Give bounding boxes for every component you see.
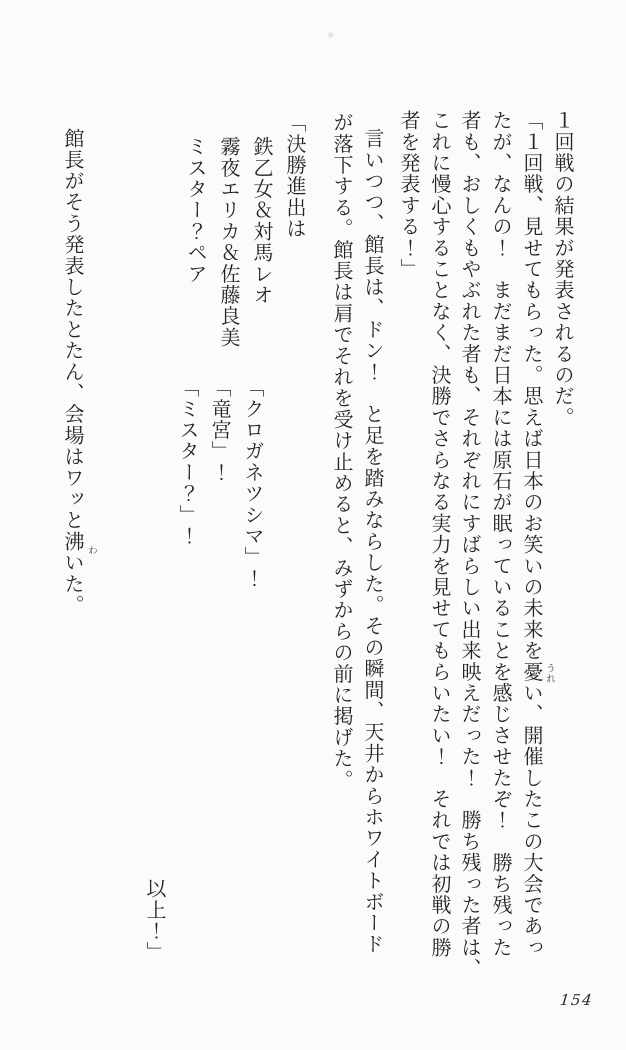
board-pair-1: 鉄乙女＆対馬レオ [250,136,274,306]
board-team-3: 「ミスター？」！ [176,377,200,547]
kancho-speech-line-5: 者を発表する！」 [397,110,421,280]
narration-whiteboard-line-2: が落下する。館長は肩でそれを受け止めると、みずからの前に掲げた。 [330,112,354,791]
scan-smudge [328,33,333,37]
board-team-1: 「クロガネツシマ」！ [241,377,265,589]
page-number: 154 [559,991,595,1009]
board-pair-2: 霧夜エリカ＆佐藤良美 [217,136,241,348]
board-pair-3: ミスター？ペア [184,136,208,285]
kancho-speech-line-2: たが、なんの！ まだまだ日本には原石が眠っていることを感じさせたぞ！ 勝ち残った [489,110,513,958]
narration-opening-line: １回戦の結果が発表されるのだ。 [551,110,575,428]
kancho-speech-line-3: 者も、おしくもやぶれた者も、それぞれにすばらしい出来映えだった！ 勝ち残った者は、 [458,110,482,980]
furigana-urei: うれ [544,663,555,684]
kancho-speech-line-4: これに慢心することなく、決勝でさらなる実力を見せてもらいたい！ それでは初戦の勝 [428,110,452,958]
narration-closing-line: 館長がそう発表したとたん、会場はワッと沸いた。 [61,128,85,616]
board-heading: 「決勝進出は [283,112,307,240]
furigana-wa: わ [86,545,97,556]
board-team-2: 「竜宮」！ [208,377,232,483]
narration-whiteboard-line-1: 言いつつ、館長は、ドン！ と足を踏みならした。その瞬間、天井からホワイトボード [361,128,385,955]
kancho-speech-line-1: 「１回戦、見せてもらった。思えば日本のお笑いの未来を憂い、開催したこの大会であっ [520,110,544,958]
board-closing: 以上！」 [143,878,167,963]
